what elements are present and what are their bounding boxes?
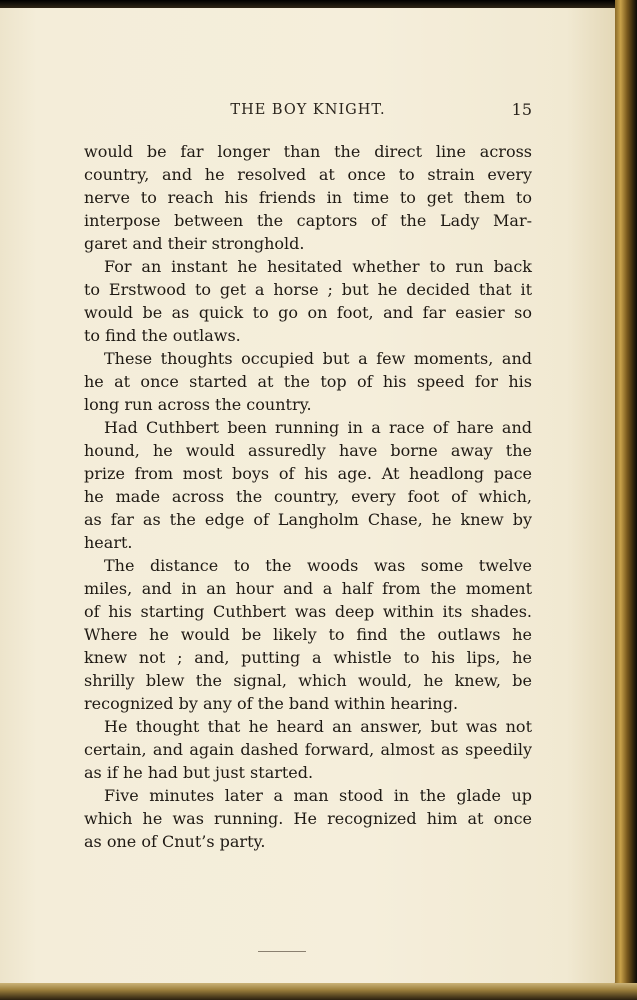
text-line: These thoughts occupied but a few moments, and	[104, 349, 532, 368]
text-line: recognized by any of the band within hearing.	[84, 694, 459, 713]
text-line: prize from most boys of his age. At headlong pace	[84, 464, 532, 483]
text-line: miles, and in an hour and a half from the moment	[84, 579, 532, 598]
text-line: shrilly blew the signal, which would, he knew, be	[84, 671, 532, 690]
book-edge	[615, 0, 637, 1000]
text-line: Where he would be likely to find the outlaws he	[84, 625, 532, 644]
text-line: as one of Cnut’s party.	[84, 832, 266, 851]
running-head	[84, 100, 532, 122]
text-line: nerve to reach his friends in time to get them to	[84, 188, 532, 207]
text-line: The distance to the woods was some twelve	[104, 556, 532, 575]
text-line: he at once started at the top of his speed for his	[84, 372, 532, 391]
text-line: interpose between the captors of the Lady Mar-	[84, 211, 532, 230]
text-line: as far as the edge of Langholm Chase, he knew by	[84, 510, 532, 529]
text-line: country, and he resolved at once to strain every	[84, 165, 532, 184]
text-line: hound, he would assuredly have borne away the	[84, 441, 532, 460]
footer-rule	[258, 951, 306, 952]
running-title: THE BOY KNIGHT.	[230, 102, 386, 118]
text-line: as if he had but just started.	[84, 763, 314, 782]
text-line: knew not ; and, putting a whistle to his lips, he	[84, 648, 532, 667]
text-line: to find the outlaws.	[84, 326, 241, 345]
text-line: garet and their stronghold.	[84, 234, 305, 253]
body-text	[84, 140, 532, 853]
text-line: heart.	[84, 533, 133, 552]
page-number: 15	[511, 100, 532, 119]
text-line: long run across the country.	[84, 395, 312, 414]
text-line: of his starting Cuthbert was deep within its shades.	[84, 602, 532, 621]
text-line: Had Cuthbert been running in a race of hare and	[104, 418, 532, 437]
text-line: For an instant he hesitated whether to run back	[104, 257, 532, 276]
text-line: He thought that he heard an answer, but was not	[104, 717, 532, 736]
text-line: would be far longer than the direct line across	[84, 142, 532, 161]
text-line: would be as quick to go on foot, and far easier so	[84, 303, 532, 322]
text-line: which he was running. He recognized him at once	[84, 809, 532, 828]
page-stack-edge	[0, 983, 637, 1000]
text-line: Five minutes later a man stood in the glade up	[104, 786, 532, 805]
text-line: to Erstwood to get a horse ; but he decided that it	[84, 280, 532, 299]
text-line: certain, and again dashed forward, almost as speedily	[84, 740, 532, 759]
text-line: he made across the country, every foot of which,	[84, 487, 532, 506]
